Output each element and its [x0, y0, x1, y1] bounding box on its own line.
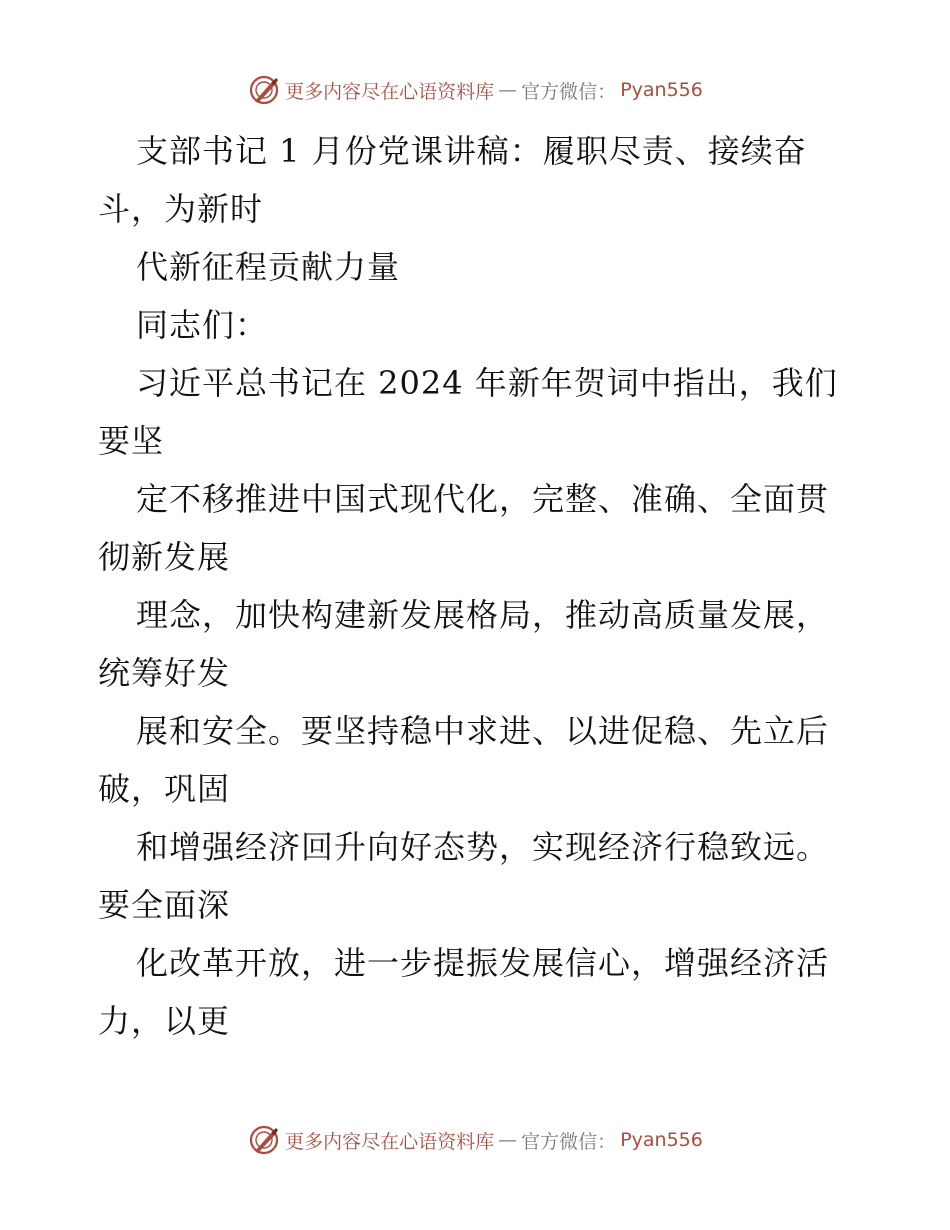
text-line: 和增强经济回升向好态势，实现经济行稳致远。: [136, 828, 830, 866]
text-line: 要全面深: [98, 886, 231, 924]
watermark-dash: —: [498, 79, 518, 101]
text-line: 代新征程贡献力量: [136, 248, 401, 286]
watermark-wechat-label: 官方微信：: [521, 1130, 617, 1153]
watermark-dash: —: [498, 1129, 518, 1151]
text-line: 要坚: [98, 422, 165, 460]
footer-watermark: [0, 1122, 950, 1158]
watermark-text: 更多内容尽在心语资料库: [285, 80, 495, 103]
text-line: 理念，加快构建新发展格局，推动高质量发展，: [136, 596, 830, 634]
watermark-wechat-id: Pyan556: [620, 79, 703, 101]
watermark-text: 更多内容尽在心语资料库: [285, 1130, 495, 1153]
text-line: 彻新发展: [98, 538, 231, 576]
text-line: 定不移推进中国式现代化，完整、准确、全面贯: [136, 480, 830, 518]
header-watermark: [0, 72, 950, 108]
text-line: 破，巩固: [98, 770, 231, 808]
text-line: 习近平总书记在 2024 年新年贺词中指出，我们: [136, 364, 838, 402]
text-line: 统筹好发: [98, 654, 231, 692]
text-line: 力，以更: [98, 1002, 231, 1040]
text-line: 展和安全。要坚持稳中求进、以进促稳、先立后: [136, 712, 830, 750]
watermark-wechat-id: Pyan556: [620, 1129, 703, 1151]
text-line: 同志们：: [136, 306, 269, 344]
watermark-wechat-label: 官方微信：: [521, 80, 617, 103]
document-body: [98, 122, 858, 1050]
pen-nib-logo-icon: [247, 73, 281, 107]
text-line: 斗，为新时: [98, 190, 264, 228]
text-line: 化改革开放，进一步提振发展信心，增强经济活: [136, 944, 830, 982]
text-line: 支部书记 1 月份党课讲稿：履职尽责、接续奋: [136, 132, 807, 170]
pen-nib-logo-icon: [247, 1123, 281, 1157]
